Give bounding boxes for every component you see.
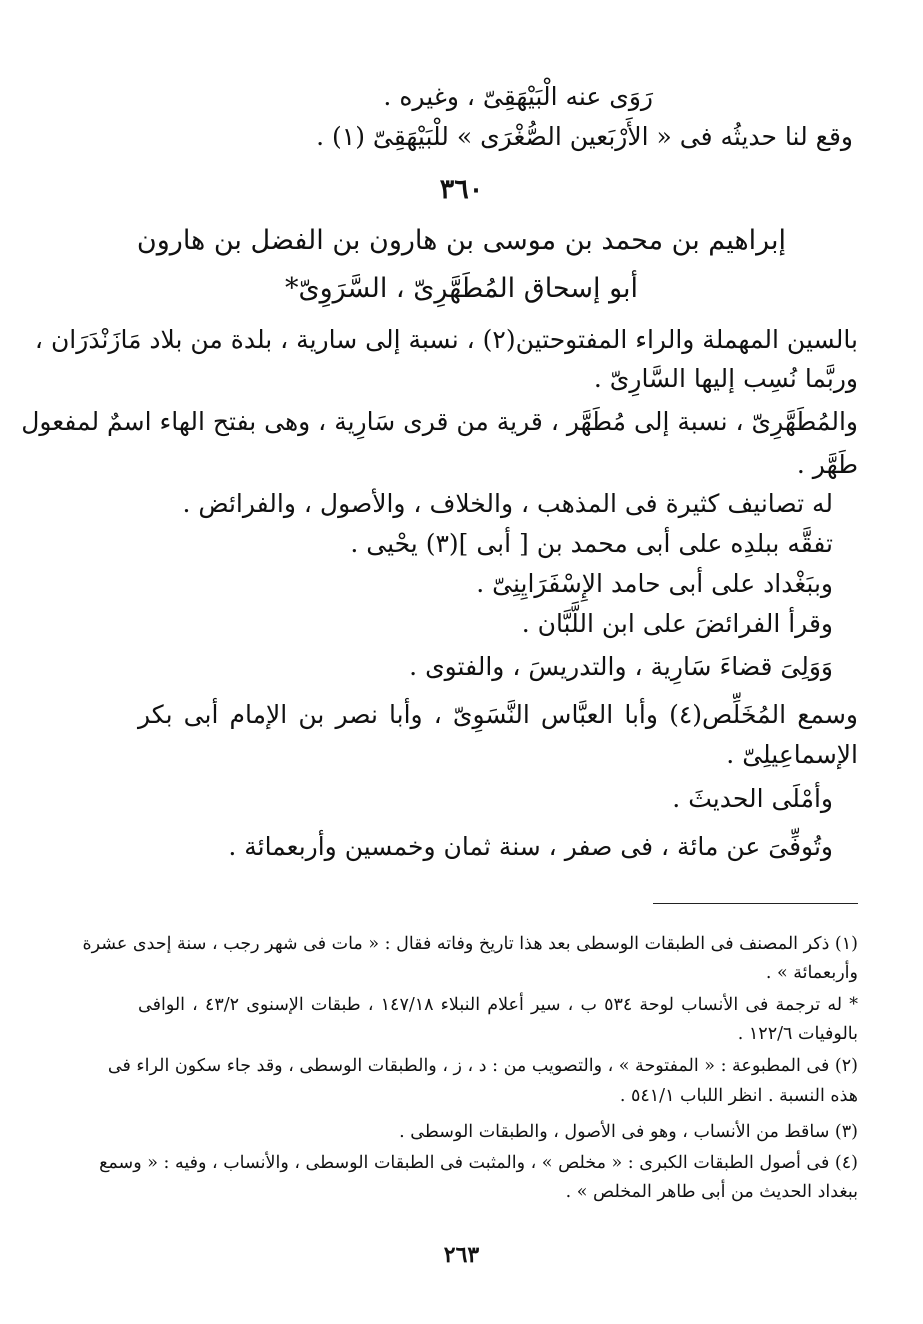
body-line-16: وأمْلَى الحديثَ . (672, 784, 833, 813)
footnote-separator (653, 903, 858, 904)
footnote-line-5: (٢) فى المطبوعة : « المفتوحة » ، والتصويب من : د ، ز ، والطبقات الوسطى ، وقد جاء سكون الراء فى (107, 1056, 858, 1076)
entry-heading-name: إبراهيم بن محمد بن موسى بن هارون بن الفضل بن هارون (136, 225, 787, 256)
body-line-17: وتُوفِّىَ عن مائة ، فى صفر ، سنة ثمان وخمسين وأربعمائة . (228, 832, 833, 861)
body-line-8: طَهَّر . (796, 450, 858, 479)
body-line-15: الإسماعِيلِىّ . (726, 740, 858, 769)
entry-number: ٣٦٠ (439, 174, 484, 205)
footnote-line-7: (٣) ساقط من الأنساب ، وهو فى الأصول ، والطبقات الوسطى . (399, 1122, 858, 1142)
body-line-10: تفقَّه ببلدِه على أبى محمد بن [ أبى ](٣) يحْيى . (350, 529, 833, 558)
body-line-9: له تصانيف كثيرة فى المذهب ، والخلاف ، والأصول ، والفرائض . (182, 489, 833, 518)
footnote-line-9: ببغداد الحديث من أبى طاهر المخلص » . (565, 1182, 858, 1202)
page-number: ٢٦٣ (443, 1242, 480, 1268)
entry-heading-nisba: أبو إسحاق المُطَهَّرِىّ ، السَّرَوِىّ* (284, 273, 639, 304)
body-line-11: وببَغْداد على أبى حامد الإِسْفَرَايِنِىّ . (476, 569, 833, 598)
body-line-5: بالسين المهملة والراء المفتوحتين(٢) ، نسبة إلى سارية ، بلدة من بلاد مَازَنْدَرَان ، (34, 325, 858, 354)
footnote-line-2: وأربعمائة » . (765, 963, 858, 983)
footnote-line-1: (١) ذكر المصنف فى الطبقات الوسطى بعد هذا تاريخ وفاته فقال : « مات فى شهر رجب ، سنة إحدى عشرة (82, 934, 858, 954)
body-line-7: والمُطَهَّرِىّ ، نسبة إلى مُطَهَّر ، قرية من قرى سَارِية ، وهى بفتح الهاء اسمٌ لمفعول (21, 407, 858, 436)
body-line-6: وربَّما نُسِب إليها السَّارِىّ . (593, 364, 858, 393)
body-line-14: وسمع المُخَلِّص(٤) وأبا العبَّاس النَّسَوِىّ ، وأبا نصر بن الإمام أبى بكر (138, 700, 858, 729)
body-line-13: وَوَلِىَ قضاءَ سَارِية ، والتدريسَ ، والفتوى . (409, 652, 833, 681)
footnote-line-4: بالوفيات ١٢٢/٦ . (737, 1024, 858, 1044)
footnote-line-6: هذه النسبة . انظر اللباب ٥٤١/١ . (619, 1086, 858, 1106)
body-line-1: رَوَى عنه الْبَيْهَقِىّ ، وغيره . (383, 82, 653, 111)
footnote-line-8: (٤) فى أصول الطبقات الكبرى : « مخلص » ، والمثبت فى الطبقات الوسطى ، والأنساب ، وفيه : « وسمع (99, 1153, 858, 1173)
body-line-2: وقع لنا حديثُه فى « الأَرْبَعين الصُّغْرَى » للْبَيْهَقِىّ (١) . (316, 122, 853, 151)
footnote-line-3: * له ترجمة فى الأنساب لوحة ٥٣٤ ب ، سير أعلام النبلاء ١٤٧/١٨ ، طبقات الإسنوى ٤٣/٢ ، الوافى (138, 995, 859, 1015)
body-line-12: وقرأ الفرائضَ على ابن اللَّبَّان . (521, 609, 833, 638)
